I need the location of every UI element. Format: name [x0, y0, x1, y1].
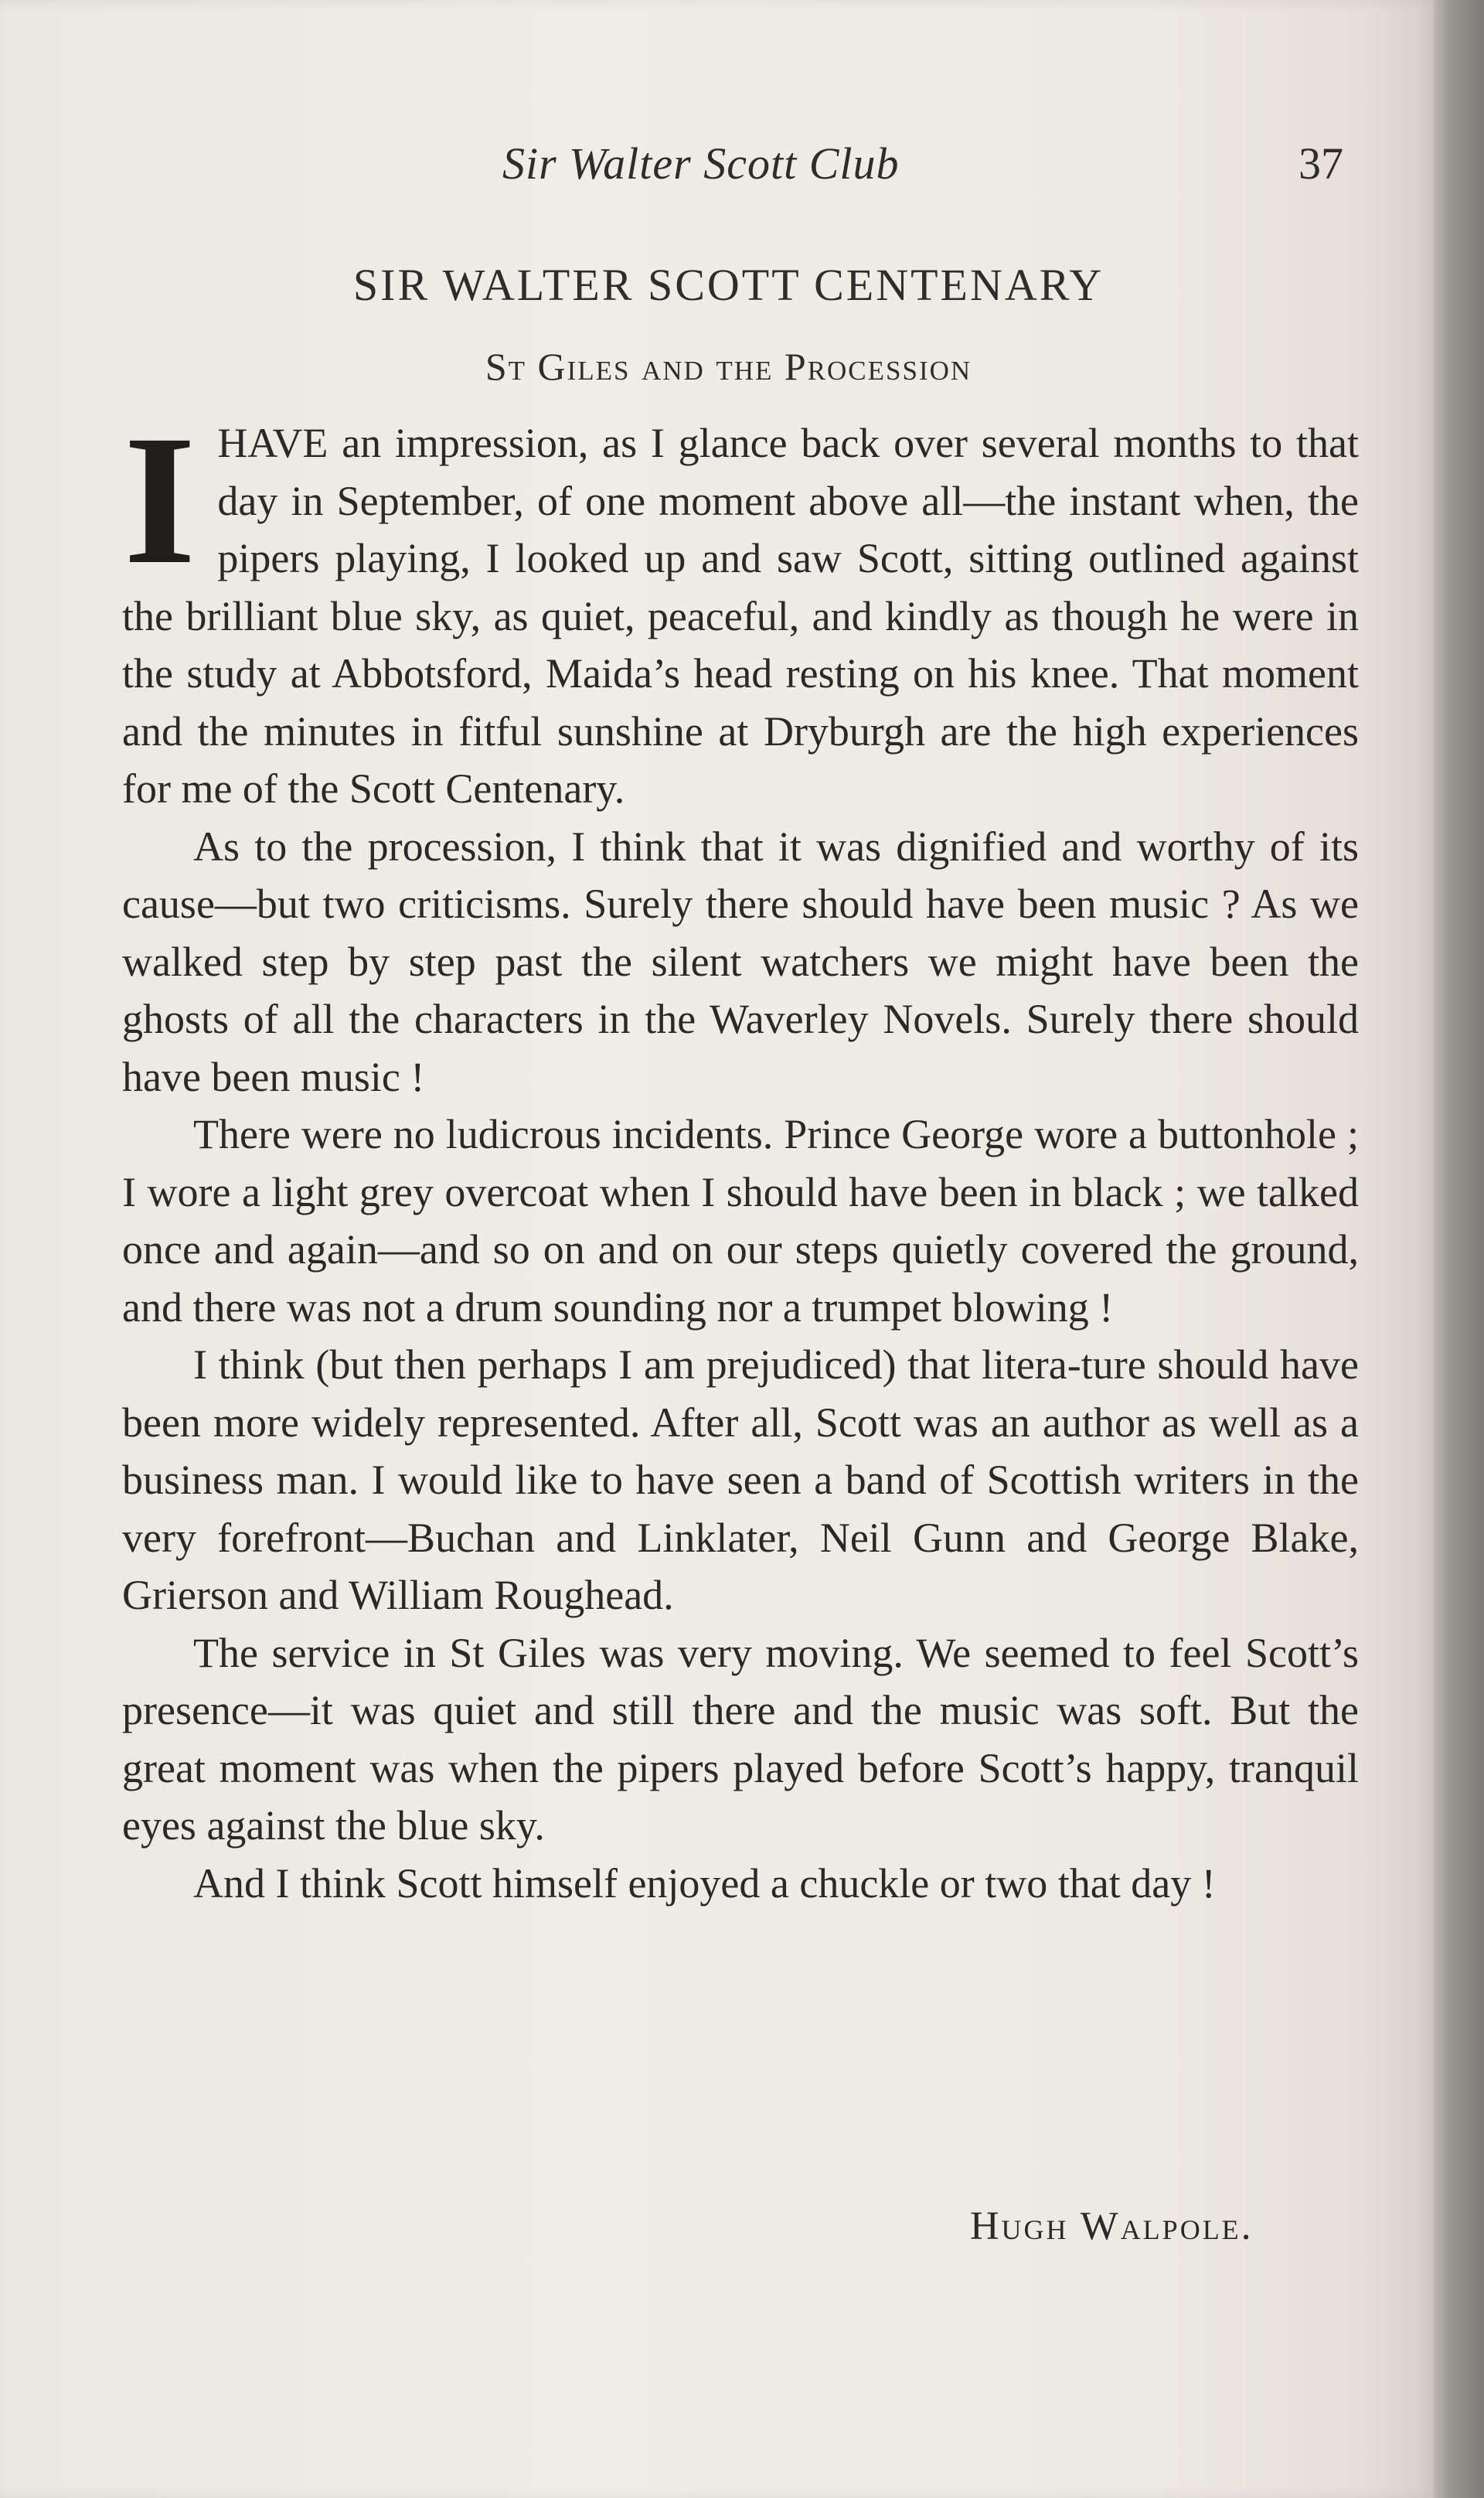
paragraph-1-text: HAVE an impression, as I glance back over several months to that day in September, of one moment above all—the instant when, the pipers playing, I looked up and saw Scott, sitting outlined against the brilliant blue sky, as quiet, peaceful, and kindly as though he were in the study at Abbotsford, Maida’s head resting on his knee. That moment and the minutes in fitful sunshine at Dryburgh are the high experiences for me of the Scott Centenary.	[122, 420, 1359, 812]
paragraph-6: And I think Scott himself enjoyed a chuckle or two that day !	[193, 1859, 1216, 1907]
author-signature: Hugh Walpole.	[970, 2204, 1254, 2248]
paragraph-5: The service in St Giles was very moving. We seemed to feel Scott’s presence—it was quiet and still there and the music was soft. But the great moment was when the pipers played before Scott’s happy, tranquil eyes against the blue sky.	[122, 1629, 1359, 1849]
paragraph-2: As to the procession, I think that it was dignified and worthy of its cause—but two criticisms. Surely there should have been music ? As we walked step by step past the silent watchers we might have been the ghosts of all the characters in the Waverley Novels. Surely there should have been music !	[122, 823, 1359, 1100]
article-subtitle: St Giles and the Procession	[485, 345, 972, 388]
article-body	[122, 397, 1359, 1912]
running-title: Sir Walter Scott Club	[502, 138, 900, 189]
article-title: SIR WALTER SCOTT CENTENARY	[352, 260, 1104, 310]
book-spine-edge	[1434, 0, 1484, 2498]
paragraph-4: I think (but then perhaps I am prejudiced) that litera-ture should have been more widely represented. After all, Scott was an author as well as a business man. I would like to have seen a band of Scottish writers in the very forefront—Buchan and Linklater, Neil Gunn and George Blake, Grierson and William Roughead.	[122, 1341, 1359, 1618]
paragraph-3: There were no ludicrous incidents. Prince George wore a buttonhole ; I wore a light grey overcoat when I should have been in black ; we talked once and again—and so on and on our steps quietly covered the ground, and there was not a drum sounding nor a trumpet blowing !	[122, 1111, 1359, 1331]
paragraph-1	[122, 397, 1359, 818]
running-header	[0, 138, 1434, 199]
page-number: 37	[1298, 138, 1343, 189]
drop-cap: I	[124, 397, 196, 602]
